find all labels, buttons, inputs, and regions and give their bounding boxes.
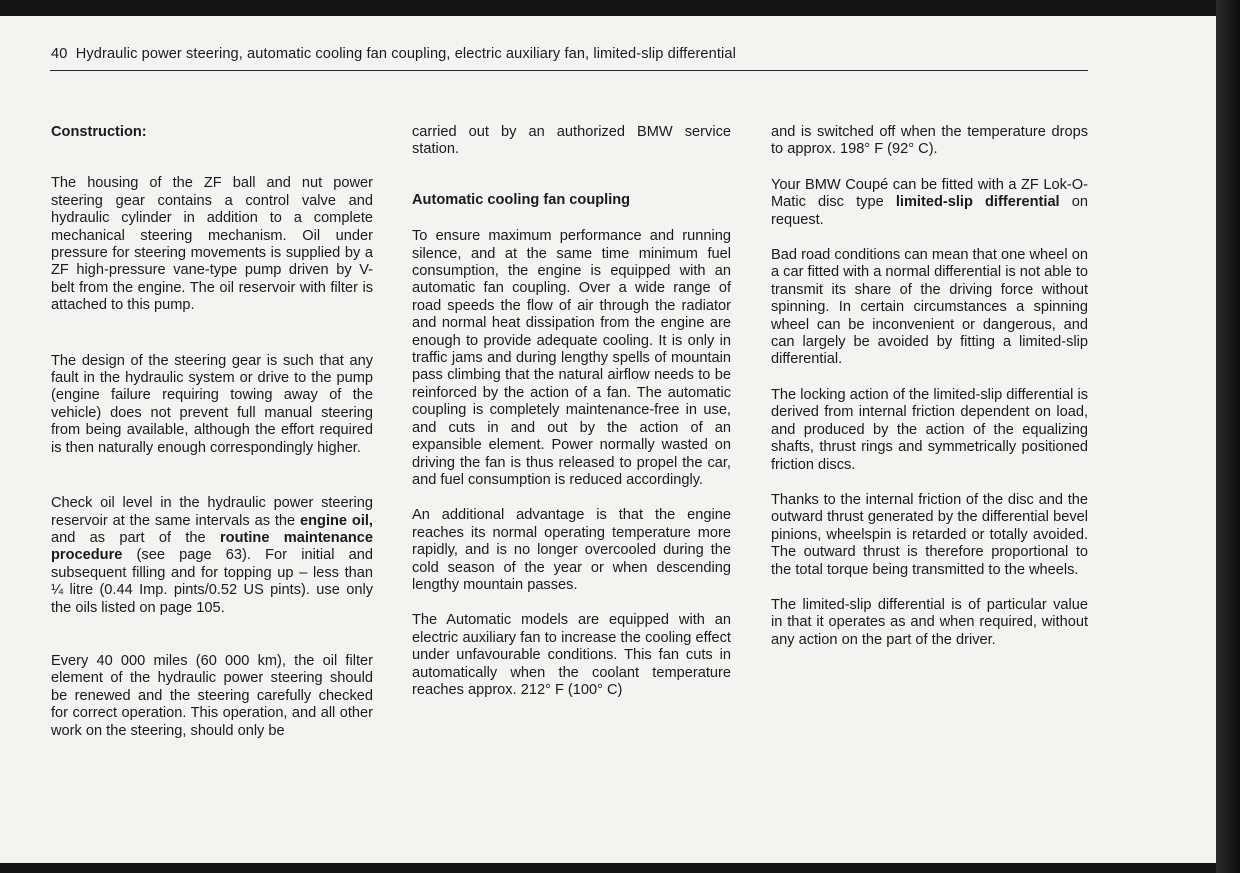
section-heading-fan-coupling: Automatic cooling fan coupling	[412, 191, 631, 208]
text-column-1	[51, 124, 373, 740]
paragraph: The limited-slip differential is of particular value in that it operates as and when required, without any action on the part of the driver.	[771, 596, 1088, 648]
chapter-title: Hydraulic power steering, automatic cooling fan coupling, electric auxiliary fan, limited-slip differential	[75, 46, 736, 62]
paragraph: The housing of the ZF ball and nut power steering gear contains a control valve and hydraulic cylinder in addition to a complete mechanical steering mechanism. Oil under pressure for steering movements is supplied by a ZF high-pressure vane-type pump driven by V-belt from the engine. The oil reservoir with filter is attached to this pump.	[51, 175, 373, 314]
bold-term: routine maintenance procedure	[51, 529, 373, 564]
paragraph: The design of the steering gear is such that any fault in the hydraulic system or drive to the pump (engine failure requiring towing away of the vehicle) does not prevent full manual steering from being available, although the effort required is then naturally enough correspondingly higher.	[51, 352, 373, 456]
bold-term: limited-slip differential	[895, 194, 1060, 211]
paragraph-text: Check oil level in the hydraulic power steering reservoir at the same intervals as the	[51, 495, 373, 529]
text-column-2	[412, 124, 731, 699]
paragraph: and is switched off when the temperature drops to approx. 198° F (92° C).	[771, 124, 1088, 158]
section-heading-construction: Construction:	[51, 124, 147, 140]
paragraph-text: and as part of the	[51, 529, 220, 546]
paragraph: Thanks to the internal friction of the disc and the outward thrust generated by the differential bevel pinions, wheelspin is retarded or totally avoided. The outward thrust is therefore proportional to the total torque being transmitted to the wheels.	[771, 491, 1088, 578]
page-number: 40	[51, 46, 68, 62]
page-header	[51, 46, 1088, 62]
book-page	[0, 16, 1216, 863]
paragraph	[51, 495, 373, 617]
paragraph	[771, 177, 1088, 229]
paragraph: Bad road conditions can mean that one wheel on a car fitted with a normal differential is not able to transmit its share of the driving force without spinning. In certain circumstances a spinning wheel can be inconvenient or dangerous, and can largely be avoided by fitting a limited-slip differential.	[771, 247, 1088, 368]
bold-term: engine oil,	[300, 512, 373, 529]
scan-edge	[1216, 0, 1240, 873]
header-rule	[50, 70, 1088, 71]
paragraph: An additional advantage is that the engine reaches its normal operating temperature more rapidly, and is no longer overcooled during the cold season of the year or when descending lengthy mountain passes.	[412, 507, 731, 593]
paragraph: The locking action of the limited-slip differential is derived from internal friction dependent on load, and produced by the action of the equalizing shafts, thrust rings and symmetrically positioned friction discs.	[771, 386, 1088, 473]
paragraph: The Automatic models are equipped with an electric auxiliary fan to increase the cooling effect under unfavourable conditions. This fan cuts in automatically when the coolant temperature reaches approx. 212° F (100° C)	[412, 612, 731, 698]
paragraph: Every 40 000 miles (60 000 km), the oil filter element of the hydraulic power steering should be renewed and the steering carefully checked for correct operation. This operation, and all other work on the steering, should only be	[51, 652, 373, 739]
paragraph: To ensure maximum performance and running silence, and at the same time minimum fuel consumption, the engine is equipped with an automatic fan coupling. Over a wide range of road speeds the flow of air through the radiator and normal heat dissipation from the engine are enough to provide adequate cooling. It is only in traffic jams and during lengthy spells of mountain pass climbing that the natural airflow needs to be reinforced by the action of a fan. The automatic coupling is completely maintenance-free in use, and cuts in and out by the action of an expansible element. Power normally wasted on driving the fan is thus released to propel the car, and fuel consumption is reduced accordingly.	[412, 228, 731, 488]
paragraph-text: (see page 63). For initial and subsequent filling and for topping up – less than ¼ litre (0.44 Imp. pints/0.52 US pints). use only the oils listed on page 105.	[51, 547, 373, 616]
paragraph: carried out by an authorized BMW service station.	[412, 124, 731, 158]
text-column-3	[771, 124, 1088, 649]
paragraph-text: Your BMW Coupé can be fitted with a ZF Lok-O-Matic disc type	[771, 176, 1088, 211]
paragraph-text: on request.	[771, 194, 1088, 228]
